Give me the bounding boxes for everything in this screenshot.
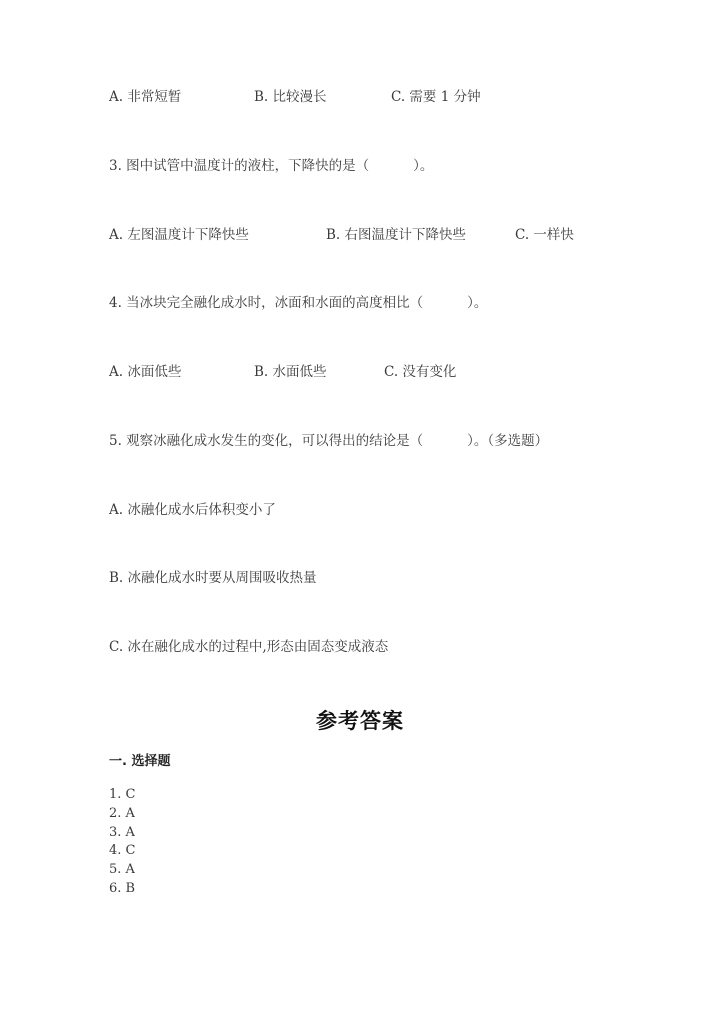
q3-option-b: B. 右图温度计下降快些 (326, 227, 467, 243)
answer-item: 6. B (109, 880, 136, 896)
q2-option-b: B. 比较漫长 (254, 89, 327, 105)
q3-stem (109, 157, 433, 175)
answer-key-title: 参考答案 (316, 709, 404, 733)
answer-list (109, 786, 135, 899)
answer-item: 2. A (109, 805, 135, 821)
q4-stem (109, 294, 487, 312)
q5-option-b: B. 冰融化成水时要从周围吸收热量 (109, 570, 317, 586)
answer-item: 5. A (109, 862, 135, 878)
q5-option-a: A. 冰融化成水后体积变小了 (109, 502, 276, 518)
q3-option-a: A. 左图温度计下降快些 (109, 227, 249, 243)
q4-stem-end: ）。 (467, 295, 488, 311)
q4-option-b: B. 水面低些 (254, 364, 327, 380)
q2-option-a: A. 非常短暂 (109, 89, 182, 105)
q3-option-c: C. 一样快 (515, 227, 574, 243)
answer-section-heading: 一. 选择题 (109, 754, 171, 769)
q5-stem-end: ）。（多选题） (467, 433, 549, 449)
q5-stem-text: 5. 观察冰融化成水发生的变化，可以得出的结论是（ (109, 433, 424, 449)
answer-item: 1. C (109, 787, 136, 802)
q3-stem-end: ）。 (413, 158, 434, 174)
q3-stem-text: 3. 图中试管中温度计的液柱，下降快的是（ (109, 158, 370, 174)
q4-option-a: A. 冰面低些 (109, 364, 182, 380)
q5-option-c: C. 冰在融化成水的过程中,形态由固态变成液态 (109, 639, 389, 655)
answer-item: 4. C (109, 843, 136, 859)
answer-item: 3. A (109, 824, 135, 840)
q4-stem-text: 4. 当冰块完全融化成水时，冰面和水面的高度相比（ (109, 295, 424, 311)
q5-stem (109, 432, 548, 450)
q4-option-c: C. 没有变化 (384, 364, 457, 380)
q2-option-c: C. 需要 1 分钟 (391, 89, 481, 105)
